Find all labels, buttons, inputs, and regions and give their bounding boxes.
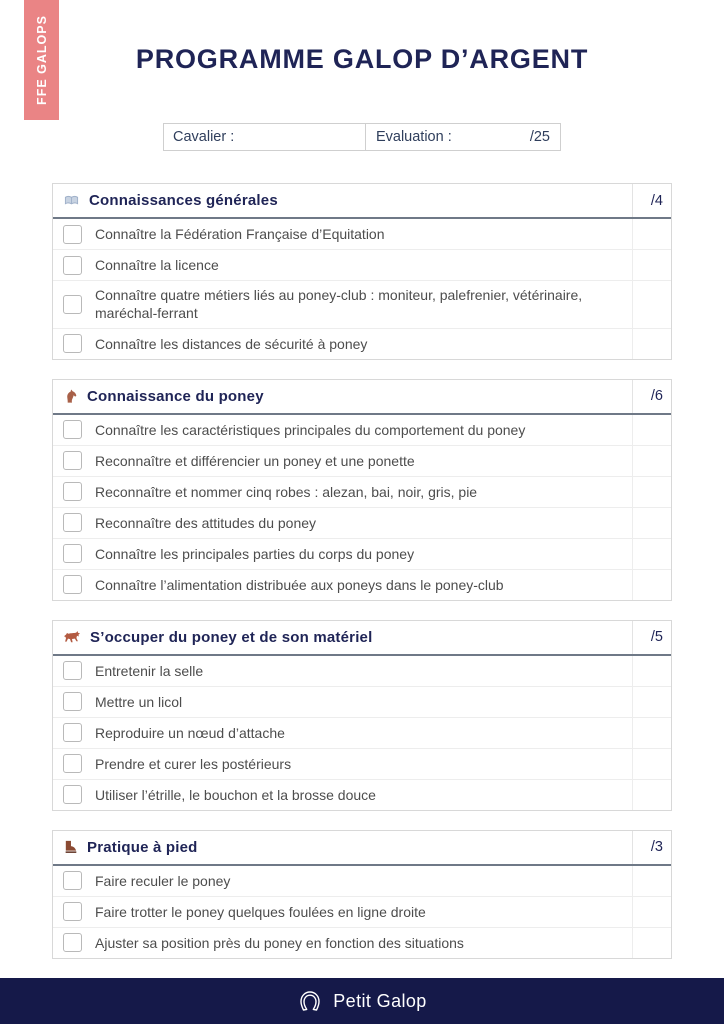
open-book-icon [63, 193, 80, 208]
item-label: Connaître quatre métiers liés au poney-club : moniteur, palefrenier, vétérinaire, maréchal-ferrant [95, 287, 583, 322]
item-checkbox[interactable] [63, 754, 82, 773]
evaluation-score: /25 [529, 129, 550, 145]
item-score-cell [632, 281, 671, 328]
item-label: Connaître l’alimentation distribuée aux poneys dans le poney-club [95, 576, 504, 593]
section-score: /3 [650, 839, 663, 856]
item-label: Reproduire un nœud d’attache [95, 724, 285, 741]
checklist-row [53, 866, 671, 897]
checklist-row [53, 897, 671, 928]
section [52, 620, 672, 811]
item-checkbox[interactable] [63, 256, 82, 275]
section-title: Connaissance du poney [87, 387, 264, 405]
item-score-cell [632, 866, 671, 896]
horse-icon [63, 630, 81, 644]
item-checkbox[interactable] [63, 334, 82, 353]
checklist-row [53, 329, 671, 359]
item-checkbox[interactable] [63, 451, 82, 470]
item-checkbox[interactable] [63, 785, 82, 804]
checklist-row [53, 780, 671, 810]
item-label: Connaître les distances de sécurité à poney [95, 335, 368, 352]
section [52, 183, 672, 360]
section-score-cell [632, 184, 671, 217]
checklist-row [53, 250, 671, 281]
item-label: Reconnaître et différencier un poney et une ponette [95, 452, 415, 469]
item-score-cell [632, 446, 671, 476]
item-score-cell [632, 329, 671, 359]
item-score-cell [632, 415, 671, 445]
section-score: /4 [650, 192, 663, 209]
item-score-cell [632, 656, 671, 686]
rider-evaluation-table [163, 123, 561, 151]
section-title: Pratique à pied [87, 838, 198, 856]
section-items [53, 219, 671, 359]
item-label: Entretenir la selle [95, 662, 204, 679]
item-score-cell [632, 687, 671, 717]
item-label: Connaître les caractéristiques principales du comportement du poney [95, 421, 526, 438]
item-score-cell [632, 539, 671, 569]
item-score-cell [632, 897, 671, 927]
item-label: Ajuster sa position près du poney en fonction des situations [95, 934, 464, 951]
checklist-row [53, 656, 671, 687]
item-label: Faire reculer le poney [95, 872, 231, 889]
item-checkbox[interactable] [63, 544, 82, 563]
section-header [53, 380, 671, 415]
sections [52, 183, 672, 959]
section-score-cell [632, 621, 671, 654]
item-label: Connaître la Fédération Française d’Equitation [95, 225, 385, 242]
section-score-cell [632, 831, 671, 864]
boot-icon [63, 839, 78, 855]
checklist-row [53, 477, 671, 508]
section [52, 379, 672, 601]
item-checkbox[interactable] [63, 420, 82, 439]
item-score-cell [632, 570, 671, 600]
section-header [53, 831, 671, 866]
checklist-row [53, 718, 671, 749]
item-checkbox[interactable] [63, 692, 82, 711]
item-checkbox[interactable] [63, 723, 82, 742]
section-score: /6 [650, 388, 663, 405]
checklist-row [53, 687, 671, 718]
checklist-row [53, 539, 671, 570]
item-checkbox[interactable] [63, 482, 82, 501]
item-score-cell [632, 718, 671, 748]
item-label: Reconnaître et nommer cinq robes : alezan, bai, noir, gris, pie [95, 483, 478, 500]
checklist-row [53, 508, 671, 539]
section-items [53, 415, 671, 600]
cavalier-label: Cavalier : [173, 129, 235, 145]
item-label: Connaître la licence [95, 256, 219, 273]
item-checkbox[interactable] [63, 513, 82, 532]
checklist-row [53, 219, 671, 250]
evaluation-label: Evaluation : [375, 129, 452, 145]
horseshoe-icon [297, 988, 323, 1014]
item-score-cell [632, 219, 671, 249]
section-items [53, 656, 671, 810]
checklist-row [53, 281, 671, 329]
item-score-cell [632, 250, 671, 280]
section-score: /5 [650, 629, 663, 646]
item-score-cell [632, 749, 671, 779]
item-checkbox[interactable] [63, 295, 82, 314]
item-score-cell [632, 780, 671, 810]
item-checkbox[interactable] [63, 902, 82, 921]
item-score-cell [632, 477, 671, 507]
item-score-cell [632, 928, 671, 958]
item-label: Reconnaître des attitudes du poney [95, 514, 317, 531]
item-score-cell [632, 508, 671, 538]
cavalier-field [164, 124, 366, 150]
item-checkbox[interactable] [63, 933, 82, 952]
item-checkbox[interactable] [63, 661, 82, 680]
ffe-galops-tab [24, 0, 59, 120]
section-items [53, 866, 671, 958]
section-title: S’occuper du poney et de son matériel [90, 628, 373, 646]
section-header [53, 621, 671, 656]
item-label: Utiliser l’étrille, le bouchon et la brosse douce [95, 786, 376, 803]
item-checkbox[interactable] [63, 575, 82, 594]
checklist-row [53, 570, 671, 600]
section [52, 830, 672, 959]
item-checkbox[interactable] [63, 871, 82, 890]
item-label: Faire trotter le poney quelques foulées en ligne droite [95, 903, 426, 920]
checklist-row [53, 749, 671, 780]
checklist-row [53, 446, 671, 477]
section-score-cell [632, 380, 671, 413]
page-title: PROGRAMME GALOP D’ARGENT [135, 44, 589, 74]
item-checkbox[interactable] [63, 225, 82, 244]
section-header [53, 184, 671, 219]
item-label: Connaître les principales parties du corps du poney [95, 545, 415, 562]
checklist-row [53, 415, 671, 446]
ffe-galops-tab-label: FFE GALOPS [34, 15, 49, 105]
checklist-row [53, 928, 671, 958]
section-title: Connaissances générales [89, 192, 278, 209]
item-label: Prendre et curer les postérieurs [95, 755, 292, 772]
evaluation-field [366, 124, 560, 150]
footer-bar [0, 978, 724, 1024]
item-label: Mettre un licol [95, 693, 183, 710]
footer-brand: Petit Galop [333, 990, 427, 1011]
horse-head-icon [63, 388, 78, 404]
